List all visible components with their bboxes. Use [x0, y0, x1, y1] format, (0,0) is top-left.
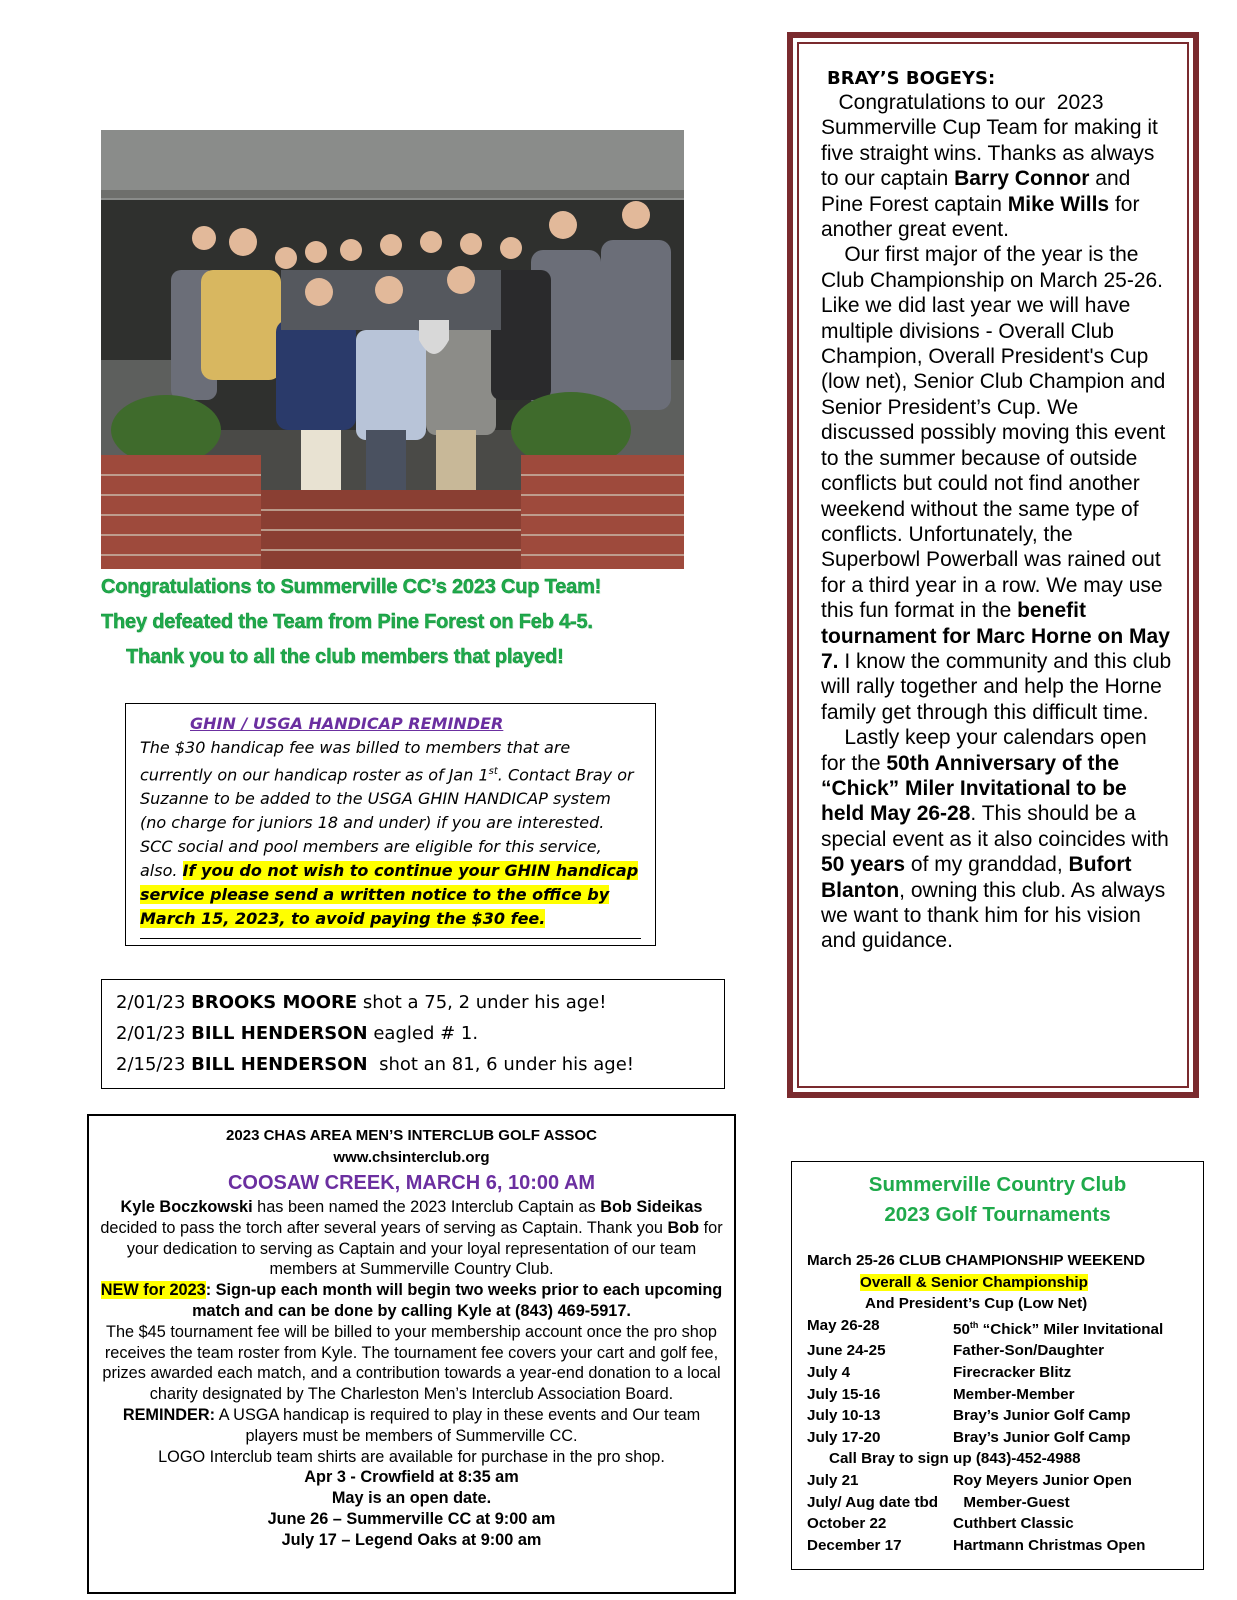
tournament-row	[807, 1340, 1203, 1362]
tournament-row	[807, 1427, 1203, 1449]
tournament-row	[807, 1405, 1203, 1427]
score-line	[116, 1049, 710, 1080]
presidents-cup-line: And President’s Cup (Low Net)	[865, 1295, 1088, 1313]
schedule-item: Apr 3 - Crowfield at 8:35 am	[304, 1468, 519, 1487]
interclub-title: COOSAW CREEK, MARCH 6, 10:00 AM	[227, 1172, 596, 1194]
scores-box	[101, 979, 725, 1089]
team-photo-illustration	[101, 130, 684, 569]
photo-caption-line-1: Congratulations to Summerville CC’s 2023 Cup Team!	[101, 576, 602, 598]
brays-bogeys-title: BRAY’S BOGEYS:	[827, 68, 996, 89]
tournaments-title-1: Summerville Country Club	[868, 1173, 1127, 1196]
captain-name: Kyle Boczkowski	[120, 1198, 253, 1216]
score-date: 2/01/23	[116, 992, 186, 1013]
tournament-date: December 17	[807, 1536, 902, 1554]
tournament-date: June 24-25	[807, 1342, 886, 1360]
interclub-text: : Sign-up each month will begin two weeks prior to each upcoming match and can be done by calling Kyle at (843) 469-5917.	[192, 1281, 723, 1320]
tournament-row	[807, 1315, 1203, 1341]
club-championship-line: March 25-26 CLUB CHAMPIONSHIP WEEKEND	[807, 1252, 1146, 1269]
photo-caption-line-3: Thank you to all the club members that played!	[126, 646, 564, 668]
ghin-divider	[140, 938, 641, 939]
tournament-date: July 15-16	[807, 1385, 881, 1403]
bogeys-text: Congratulations to our 2023 Summerville Cup Team for making it five straight wins. Thanks as always to our captain	[821, 91, 1164, 191]
bogeys-paragraph-2	[821, 242, 1178, 725]
tournament-event: Hartmann Christmas Open	[953, 1536, 1146, 1554]
benefit-tournament: benefit tournament for Marc Horne on May 7.	[821, 599, 1176, 673]
championship-highlight: Overall & Senior Championship	[860, 1273, 1088, 1291]
score-player: BROOKS MOORE	[191, 992, 358, 1013]
team-photo	[101, 130, 684, 569]
anniversary-invitational: 50th Anniversary of the “Chick” Miler Invitational to be held May 26-28	[821, 751, 1133, 826]
schedule-item: June 26 – Summerville CC at 9:00 am	[267, 1509, 556, 1528]
fifty-years: 50 years	[821, 853, 906, 877]
tournament-date: July 4	[807, 1364, 851, 1382]
tournament-event: Roy Meyers Junior Open	[953, 1472, 1132, 1489]
former-captain-name: Bob Sideikas	[600, 1198, 703, 1216]
ghin-text-sup: st	[488, 766, 498, 777]
tournaments-title-2: 2023 Golf Tournaments	[884, 1203, 1111, 1226]
tournament-event: Firecracker Blitz	[953, 1364, 1072, 1382]
bogeys-text: of my granddad,	[905, 853, 1069, 877]
score-text: shot an 81, 6 under his age!	[379, 1054, 635, 1075]
interclub-paragraph-1	[97, 1197, 726, 1280]
tournaments-box	[791, 1161, 1204, 1570]
ghin-title: GHIN / USGA HANDICAP REMINDER	[190, 714, 504, 733]
tournament-event	[953, 1315, 1163, 1341]
tournament-event: Cuthbert Classic	[953, 1515, 1074, 1533]
call-bray-line: Call Bray to sign up (843)-452-4988	[829, 1450, 1081, 1468]
interclub-text: A USGA handicap is required to play in these events and Our team players must be members of Summerville CC.	[215, 1405, 701, 1445]
interclub-text: for your dedication to serving as Captain and your loyal representation of our team members at Summerville Country Club.	[126, 1218, 723, 1279]
bogeys-paragraph-1	[821, 90, 1173, 242]
tournament-row	[807, 1535, 1203, 1557]
interclub-reminder	[97, 1405, 726, 1447]
captain-barry-connor: Barry Connor	[954, 167, 1090, 191]
schedule-item: May is an open date.	[331, 1489, 492, 1508]
tournament-date: July 21	[807, 1472, 859, 1489]
interclub-heading: 2023 CHAS AREA MEN’S INTERCLUB GOLF ASSOC	[226, 1127, 597, 1144]
score-text: shot a 75, 2 under his age!	[362, 992, 607, 1013]
bogeys-text: . This should be a special event as it also coincides with	[821, 802, 1175, 851]
tournament-row	[807, 1384, 1203, 1406]
bogeys-text: , owning this club. As always we want to thank him for his vision and guidance.	[821, 878, 1172, 953]
tournament-event: Bray’s Junior Golf Camp	[953, 1428, 1131, 1446]
interclub-box	[87, 1114, 736, 1594]
bogeys-text: for another great event.	[821, 192, 1146, 242]
tournament-event: Member-Member	[953, 1385, 1075, 1403]
tournament-row	[807, 1362, 1203, 1384]
score-text: eagled # 1.	[373, 1023, 479, 1044]
invitational-number: 50	[953, 1320, 970, 1338]
bufort-blanton: Bufort Blanton	[821, 853, 1138, 902]
score-player: BILL HENDERSON	[191, 1023, 368, 1044]
bogeys-text: and Pine Forest captain	[821, 167, 1137, 216]
bogeys-text: I know the community and this club will rally together and help the Horne family get through this difficult time.	[821, 649, 1178, 724]
ghin-reminder-box	[125, 703, 656, 946]
tournament-date: July 17-20	[807, 1428, 881, 1446]
tournament-date: July 10-13	[807, 1407, 881, 1425]
interclub-new-notice	[97, 1280, 726, 1322]
brays-bogeys-column	[797, 42, 1189, 1088]
ghin-text-a: The $30 handicap fee was billed to members that are currently on our handicap roster as of Jan 1	[140, 738, 571, 785]
tournament-event: Bray’s Junior Golf Camp	[953, 1407, 1131, 1425]
invitational-sup: th	[969, 1319, 979, 1330]
score-line	[116, 1018, 710, 1049]
interclub-logo-shirts: LOGO Interclub team shirts are available for purchase in the pro shop.	[158, 1447, 665, 1466]
photo-caption-line-2: They defeated the Team from Pine Forest on Feb 4-5.	[101, 611, 593, 633]
invitational-name: “Chick” Miler Invitational	[978, 1320, 1164, 1338]
reminder-label: REMINDER:	[122, 1405, 216, 1424]
interclub-text: has been named the 2023 Interclub Captain as	[252, 1198, 601, 1216]
tournament-date: May 26-28	[807, 1316, 880, 1334]
tournament-row	[807, 1513, 1203, 1535]
member-guest-line: July/ Aug date tbd Member-Guest	[807, 1493, 1070, 1511]
bogeys-paragraph-3	[821, 725, 1173, 954]
score-player: BILL HENDERSON	[191, 1054, 368, 1075]
score-line	[116, 987, 710, 1018]
championship-highlight-line	[807, 1272, 1203, 1294]
new-badge: NEW for 2023	[100, 1281, 206, 1300]
interclub-fee-paragraph: The $45 tournament fee will be billed to your membership account once the pro shop receives the team roster from Kyle. The tournament fee covers your cart and golf fee, prizes awarded each match, and a contribution towards a year-end donation to a local charity designated by The Charleston Men’s Interclub Association Board.	[102, 1322, 721, 1404]
bogeys-text: Our first major of the year is the Club Championship on March 25-26. Like we did last year we will have multiple divisions - Overall Club Champion, Overall President's Cup (low net), Senior Club Champion and Senior President’s Cup. We discussed possibly moving this event to the summer because of outside conflicts but could not find another weekend without the same type of conflicts. Unfortunately, the Superbowl Powerball was rained out for a third year in a row. We may use this fun format in the	[821, 243, 1172, 623]
tournament-row	[807, 1470, 1203, 1492]
interclub-schedule	[97, 1467, 726, 1550]
interclub-website: www.chsinterclub.org	[333, 1149, 490, 1166]
ghin-text-b: . Contact Bray or Suzanne to be added to the USGA GHIN HANDICAP system (no charge for juniors 18 and under) if you are interested. SCC social and pool members are eligible for this service, also.	[140, 765, 634, 881]
schedule-item: July 17 – Legend Oaks at 9:00 am	[281, 1530, 542, 1549]
interclub-text: decided to pass the torch after several years of serving as Captain. Thank you	[100, 1218, 668, 1237]
ghin-highlight: If you do not wish to continue your GHIN handicap service please send a written notice to the office by March 15, 2023, to avoid paying the $30 fee.	[140, 861, 639, 929]
former-captain-name-short: Bob	[667, 1218, 700, 1237]
brays-bogeys-frame	[787, 32, 1199, 1098]
tournament-event: Father-Son/Daughter	[953, 1342, 1105, 1360]
score-date: 2/01/23	[116, 1023, 186, 1044]
tournament-date: October 22	[807, 1515, 887, 1533]
captain-mike-wills: Mike Wills	[1007, 192, 1110, 216]
score-date: 2/15/23	[116, 1054, 186, 1075]
ghin-body	[140, 736, 641, 931]
bogeys-text: Lastly keep your calendars open for the	[821, 726, 1153, 775]
